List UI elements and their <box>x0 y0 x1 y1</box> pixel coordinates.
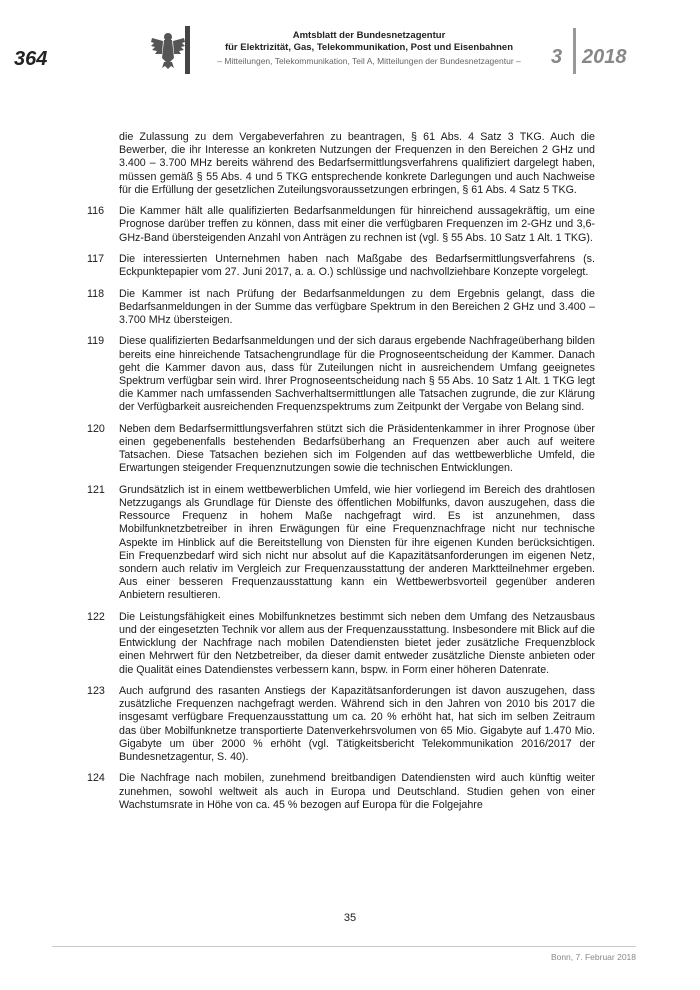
paragraph-number: 117 <box>87 253 105 265</box>
paragraph-text: Diese qualifizierten Bedarfsanmeldungen und der sich daraus ergebende Nachfrageüberhang bilden bereits eine hinreichende Tatsachengrundlage für die Prognoseentscheidung der Kammer. Danach geht die Kammer davon aus, dass für Zuteilungen nicht in ausreichendem Umfang geeignetes Spektrum verfügbar sein wird. Ihrer Prognoseentscheidung nach § 55 Abs. 10 Satz 1 Alt. 1 TKG legt die Kammer nach umfassenden Sachverhaltsermittlungen alle Tatsachen zugrunde, die zur Klärung der Verfügbarkeit ausreichenden Frequenzspektrums zum Zeitpunkt der Vergabe von Belang sind. <box>119 335 595 414</box>
paragraph-text: Die Nachfrage nach mobilen, zunehmend breitbandigen Datendiensten wird auch künftig weiter zunehmen, sowohl weltweit als auch in Europa und Deutschland. Studien gehen von einer Wachstumsrate in Höhe von ca. 45 % bezogen auf Europa für die Folgejahre <box>119 772 595 811</box>
paragraph-number: 116 <box>87 205 105 218</box>
document-body <box>87 131 595 820</box>
paragraph-text: Neben dem Bedarfsermittlungsverfahren stützt sich die Präsidentenkammer in ihrer Prognose über einen gegebenenfalls bestehenden Bedarfsüberhang an Frequenzen aber auch auf weitere Tatsachen. Diese Tatsachen beziehen sich im Folgenden auf das wettbewerbliche Umfeld, die Erwartungen steigender Frequenznutzungen sowie die technischen Entwicklungen. <box>119 422 595 475</box>
paragraph-text: Die Kammer ist nach Prüfung der Bedarfsanmeldungen zu dem Ergebnis gelangt, dass die Bedarfsanmeldungen in der Summe das verfügbare Spektrum in den Bereichen 2 GHz und 3.400 – 3.700 MHz übersteigen. <box>119 287 595 326</box>
journal-title-line2: für Elektrizität, Gas, Telekommunikation, Post und Eisenbahnen <box>224 42 514 53</box>
paragraph-number: 119 <box>87 335 105 348</box>
footer-date: Bonn, 7. Februar 2018 <box>550 952 636 962</box>
footer-page-number: 35 <box>343 912 357 924</box>
paragraph-text: Die Kammer hält alle qualifizierten Bedarfsanmeldungen für hinreichend aussagekräftig, um eine Prognose darüber treffen zu können, dass mit einer die verfügbaren Frequenzen im 2-GHz und 3,6-GHz-Band übersteigenden Anzahl von Anträgen zu rechnen ist (vgl. § 55 Abs. 10 Satz 1 Alt. 1 TKG). <box>119 205 595 244</box>
paragraph-text: Die interessierten Unternehmen haben nach Maßgabe des Bedarfsermittlungsverfahrens (s. Eckpunktepapier vom 27. Juni 2017, a. a. O.) schlüssige und nachvollziehbare Konzepte vorgelegt. <box>119 253 595 279</box>
paragraph-116 <box>87 205 595 245</box>
paragraph-121 <box>87 484 595 603</box>
paragraph-120 <box>87 423 595 476</box>
footer-divider <box>52 946 636 947</box>
paragraph-number <box>87 131 119 197</box>
journal-title <box>194 30 544 54</box>
page-number: 364 <box>14 48 48 70</box>
paragraph-number: 124 <box>87 772 105 785</box>
paragraph-text: die Zulassung zu dem Vergabeverfahren zu beantragen, § 61 Abs. 4 Satz 3 TKG. Auch die Bewerber, die ihr Interesse an konkreten Nutzungen der Frequenzen in den Bereichen 2 GHz und 3.400 – 3.700 MHz bereits während des Bedarfsermittlungsverfahrens qualifiziert dargelegt haben, müssen gemäß § 55 Abs. 4 und 5 TKG entsprechende konkrete Darlegungen und auch Nachweise für die Erfüllung der gesetzlichen Zuteilungsvoraussetzungen erbringen, § 61 Abs. 4 Satz 5 TKG. <box>119 131 595 196</box>
paragraph-number: 121 <box>87 483 105 496</box>
paragraph-117 <box>87 253 595 279</box>
paragraph-text: Auch aufgrund des rasanten Anstiegs der Kapazitätsanforderungen ist davon auszugehen, dass zusätzliche Frequenzen nachgefragt werden. Während sich in den Jahren von 2010 bis 2017 die insgesamt verfügbare Frequenzausstattung um ca. 20 % erhöht hat, hat sich im selben Zeitraum das über Mobilfunknetze transportierte Datenverkehrsvolumen von 65 Mio. Gigabyte auf 1.470 Mio. Gigabyte um über 2000 % erhöht (vgl. Tätigkeitsbericht Telekommunikation 2016/2017 der Bundesnetzagentur, S. 40). <box>119 685 595 764</box>
issue-divider <box>573 28 576 74</box>
paragraph-number: 123 <box>87 685 105 698</box>
issue-number: 3 <box>551 46 563 68</box>
issue-year: 2018 <box>582 46 627 68</box>
paragraph-text: Die Leistungsfähigkeit eines Mobilfunknetzes bestimmt sich neben dem Umfang des Netzausbaus und der eingesetzten Technik vor allem aus der Frequenzausstattung. Insbesondere mit Blick auf die Entwicklung der Nachfrage nach mobilen Datendiensten bietet jeder zusätzliche Frequenzblock einen Mehrwert für den Netzbetreiber, da dieser damit entweder zusätzliche Dienste anbieten oder die Qualität eines Datendienstes verbessern kann, bspw. in Form einer höheren Datenrate. <box>119 610 595 676</box>
paragraph-118 <box>87 288 595 328</box>
journal-title-line1: Amtsblatt der Bundesnetzagentur <box>292 30 446 41</box>
paragraph-continuation <box>87 131 595 197</box>
paragraph-number: 120 <box>87 422 105 435</box>
journal-subtitle: – Mitteilungen, Telekommunikation, Teil A, Mitteilungen der Bundesnetzagentur – <box>217 56 521 66</box>
paragraph-123 <box>87 685 595 764</box>
paragraph-124 <box>87 772 595 812</box>
paragraph-number: 122 <box>87 610 105 623</box>
federal-eagle-logo <box>150 30 186 70</box>
paragraph-number: 118 <box>87 287 105 300</box>
paragraph-text: Grundsätzlich ist in einem wettbewerblichen Umfeld, wie hier vorliegend im Bereich des drahtlosen Netzzugangs als Grundlage für Dienste des öffentlichen Mobilfunks, davon auszugehen, dass die Ressource Frequenz in hohem Maße nachgefragt wird. Es ist anzunehmen, dass Mobilfunknetzbetreiber in ihren Erwägungen für eine Frequenznachfrage nicht nur technische Aspekte im Hinblick auf die Bereitstellung von Diensten für ihre eigenen Kunden berücksichtigen. Ein Frequenzbedarf wird sich nicht nur absolut auf die Kapazitätsanforderungen im eigenen Netz, sondern auch relativ im Vergleich zur Frequenzausstattung der anderen Marktteilnehmer ergeben. Aus einer besseren Frequenzausstattung kann ein Wettbewerbsvorteil gegenüber anderen Anbietern resultieren. <box>119 483 595 602</box>
header-divider <box>185 26 190 74</box>
paragraph-122 <box>87 611 595 677</box>
paragraph-119 <box>87 335 595 414</box>
